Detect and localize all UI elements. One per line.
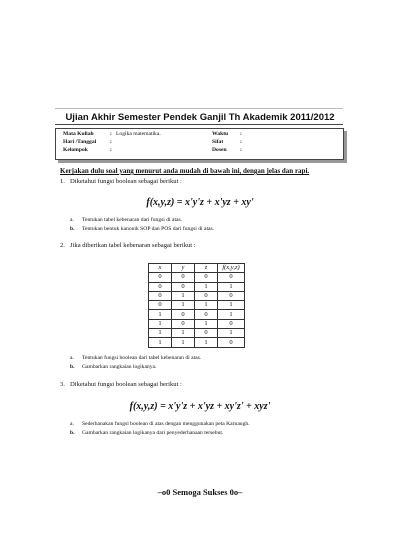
table-cell: 1 (218, 301, 245, 310)
question-2 (60, 242, 196, 249)
question-text: Diketahui fungsi boolean sebagai berikut : (70, 178, 182, 185)
table-cell: 0 (172, 310, 195, 319)
table-cell: 0 (195, 291, 218, 300)
sub-label: a. (70, 217, 74, 223)
table-cell: 1 (195, 282, 218, 291)
table-cell: 1 (149, 310, 172, 319)
table-cell: 1 (172, 329, 195, 338)
table-cell: 0 (149, 291, 172, 300)
table-cell: 1 (149, 319, 172, 328)
table-row (149, 329, 245, 338)
info-sep: : (240, 147, 242, 153)
q2-sub-a (70, 355, 201, 361)
info-label: Dosen (212, 147, 227, 153)
truth-table (148, 263, 245, 348)
sub-text: Tentukan bentuk kanonik SOP dan POS dari fungsi di atas. (82, 226, 215, 232)
info-label: Waktu (212, 131, 229, 137)
table-cell: 0 (195, 273, 218, 282)
table-cell: 1 (218, 310, 245, 319)
table-header-f: f(x,y,z) (218, 264, 245, 273)
table-cell: 1 (218, 329, 245, 338)
q3-sub-b (70, 430, 223, 436)
table-header-x: x (149, 264, 172, 273)
info-row-date (63, 139, 116, 146)
question-number: 2. (60, 242, 65, 249)
sub-label: b. (70, 226, 75, 232)
table-cell: 1 (172, 301, 195, 310)
sub-text: Tentukan tabel kebenaran dari fungsi di atas. (82, 217, 183, 223)
info-sep: : (110, 139, 112, 145)
q2-sub-b (70, 364, 156, 370)
info-label: Sifat (212, 139, 224, 145)
info-row-group (63, 147, 116, 154)
table-cell: 0 (172, 282, 195, 291)
info-sep: : (240, 131, 242, 137)
table-cell: 0 (172, 319, 195, 328)
title-underline (55, 124, 343, 125)
info-sep: : (240, 139, 242, 145)
table-cell: 1 (172, 338, 195, 347)
table-row (149, 273, 245, 282)
table-cell: 1 (149, 329, 172, 338)
exam-title: Ujian Akhir Semester Pendek Ganjil Th Akademik 2011/2012 (65, 112, 335, 123)
table-cell: 0 (195, 329, 218, 338)
table-row (149, 291, 245, 300)
top-divider (55, 108, 343, 109)
instruction-text: Kerjakan dulu soal yang menurut anda mudah di bawah ini, dengan jelas dan rapi. (60, 167, 310, 175)
table-header-y: y (172, 264, 195, 273)
sub-text: Sederhanakan fungsi boolean di atas dengan menggunakan peta Karnaugh. (82, 421, 250, 427)
table-cell: 0 (218, 273, 245, 282)
info-value: Logika matematika. (116, 131, 161, 137)
truth-table-header (149, 264, 245, 273)
table-row (149, 282, 245, 291)
info-sep: : (110, 147, 112, 153)
table-cell: 1 (195, 338, 218, 347)
question-number: 3. (60, 381, 65, 388)
q3-formula: f(x,y,z) = x'y'z + x'yz + xy'z' + xyz' (129, 401, 271, 412)
table-cell: 0 (218, 338, 245, 347)
question-3 (60, 381, 182, 388)
info-row-time (212, 131, 242, 138)
info-label: Hari /Tanggal (63, 139, 97, 145)
table-cell: 0 (149, 282, 172, 291)
question-text: Jika diberikan tabel kebenaran sebagai berikut : (70, 242, 196, 249)
table-cell: 0 (218, 319, 245, 328)
info-row-lecturer (212, 147, 242, 154)
exam-info-box (55, 128, 344, 160)
table-cell: 0 (149, 273, 172, 282)
table-row (149, 338, 245, 347)
table-cell: 1 (172, 291, 195, 300)
table-cell: 0 (149, 301, 172, 310)
table-cell: 1 (195, 319, 218, 328)
question-text: Diketahui fungsi boolean sebagai berikut : (70, 381, 182, 388)
sub-text: Gambarkan rangkaian logikanya. (82, 364, 157, 370)
table-row (149, 301, 245, 310)
q1-sub-a (70, 217, 182, 223)
table-cell: 1 (149, 338, 172, 347)
table-cell: 1 (218, 282, 245, 291)
table-cell: 0 (195, 310, 218, 319)
sub-label: a. (70, 421, 74, 427)
info-sep: : (110, 131, 112, 137)
question-1 (60, 178, 182, 185)
table-header-z: z (195, 264, 218, 273)
sub-label: b. (70, 430, 75, 436)
table-row (149, 310, 245, 319)
sub-label: a. (70, 355, 74, 361)
info-row-nature (212, 139, 242, 146)
info-label: Mata Kuliah (63, 131, 94, 137)
sub-text: Tentukan fungsi boolean dari tabel kebenaran di atas. (82, 355, 202, 361)
q1-formula: f(x,y,z) = x'y'z + x'yz + xy' (146, 197, 254, 208)
sub-label: b. (70, 364, 75, 370)
table-cell: 0 (172, 273, 195, 282)
sub-text: Gambarkan rangkaian logikanya dari penyederhanaan tersebut. (82, 430, 224, 436)
info-label: Kelompok (63, 147, 88, 153)
info-row-course (63, 131, 161, 138)
q1-sub-b (70, 226, 214, 232)
q3-sub-a (70, 421, 250, 427)
table-cell: 1 (195, 301, 218, 310)
table-row (149, 319, 245, 328)
table-cell: 0 (218, 291, 245, 300)
closing-text: –o0 Semoga Sukses 0o– (157, 487, 243, 497)
question-number: 1. (60, 178, 65, 185)
